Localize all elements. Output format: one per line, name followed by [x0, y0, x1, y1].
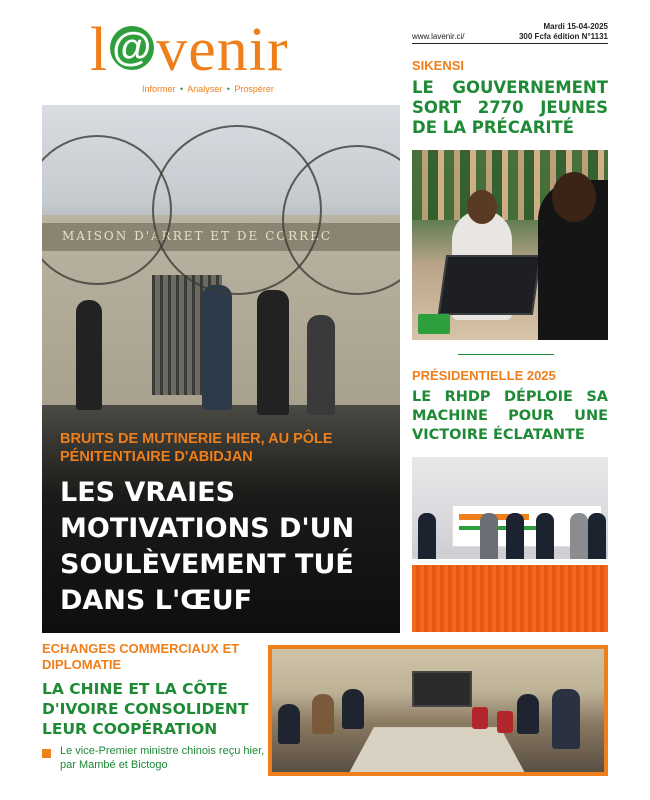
photo-person — [536, 513, 554, 565]
sikensi-headline[interactable]: LE GOUVERNEMENT SORT 2770 JEUNES DE LA PRÉCARITÉ — [412, 78, 608, 137]
masthead — [90, 14, 350, 104]
rhdp-headline[interactable]: LE RHDP DÉPLOIE SA MACHINE POUR UNE VICTOIRE ÉCLATANTE — [412, 389, 608, 443]
photo-orange-table — [412, 559, 608, 632]
sikensi-photo[interactable] — [412, 150, 608, 340]
photo-prison-sign-text: MAISON D'ARRET ET DE CORREC — [62, 229, 333, 243]
sikensi-rubric: SIKENSI — [412, 58, 465, 73]
photo-red-chair — [472, 707, 488, 729]
photo-red-chair — [497, 711, 513, 733]
photo-screen — [412, 671, 472, 707]
photo-logo-badge — [418, 314, 450, 334]
logo-letter-l: l — [90, 16, 109, 84]
logo-at-sign: @ — [112, 25, 153, 69]
photo-person — [418, 513, 436, 565]
photo-person-head — [552, 172, 596, 222]
photo-person — [552, 689, 580, 749]
edition-price: 300 Fcfa édition N°1131 — [518, 32, 608, 41]
photo-person-head — [467, 190, 497, 224]
hero-kicker: BRUITS DE MUTINERIE HIER, AU PÔLE PÉNITENTIAIRE D'ABIDJAN — [60, 431, 333, 465]
logo-letters-venir: venir — [156, 16, 289, 84]
photo-person — [480, 513, 498, 565]
chine-rubric: ECHANGES COMMERCIAUX ET DIPLOMATIE — [42, 641, 240, 672]
photo-person — [76, 300, 102, 410]
photo-person — [312, 694, 334, 734]
tagline — [142, 84, 274, 94]
website-link[interactable]: www.lavenir.ci/ — [412, 32, 465, 41]
hero-headline[interactable]: LES VRAIES MOTIVATIONS D'UN SOULÈVEMENT TUÉ DANS L'ŒUF — [60, 477, 355, 616]
bullet-square-icon — [42, 749, 51, 758]
chine-deck — [42, 744, 267, 772]
issue-meta-row — [412, 32, 608, 41]
tagline-word-1: Informer — [142, 84, 176, 94]
chine-meeting-photo[interactable] — [268, 645, 608, 776]
tagline-word-3: Prospérer — [234, 84, 274, 94]
photo-person — [257, 290, 289, 415]
photo-person — [202, 285, 232, 410]
tagline-word-2: Analyser — [187, 84, 223, 94]
photo-person — [278, 704, 300, 744]
tagline-dot: • — [226, 84, 230, 94]
rhdp-rubric: PRÉSIDENTIELLE 2025 — [412, 368, 556, 383]
photo-person — [342, 689, 364, 729]
photo-laptop — [438, 255, 541, 315]
rhdp-photo[interactable] — [412, 457, 608, 632]
photo-meeting-table — [345, 727, 530, 776]
photo-person — [517, 694, 539, 734]
photo-person — [570, 513, 588, 565]
column-separator — [458, 354, 554, 355]
chine-headline[interactable]: LA CHINE ET LA CÔTE D'IVOIRE CONSOLIDENT LEUR COOPÉRATION — [42, 680, 249, 738]
photo-person — [588, 513, 606, 565]
chine-deck-text: Le vice-Premier ministre chinois reçu hier, par Mambé et Bictogo — [60, 745, 265, 771]
tagline-dot: • — [180, 84, 184, 94]
photo-person — [307, 315, 335, 415]
issue-date: Mardi 15-04-2025 — [543, 22, 608, 31]
newspaper-logo[interactable] — [90, 14, 289, 86]
photo-person — [506, 513, 524, 565]
masthead-rule — [412, 43, 608, 44]
hero-photo[interactable] — [42, 105, 400, 633]
